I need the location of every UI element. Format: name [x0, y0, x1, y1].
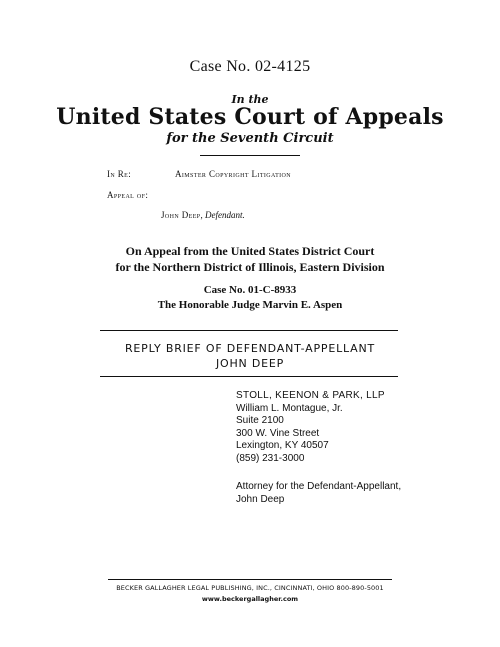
phone-number: (859) 231-3000	[236, 452, 305, 464]
address-suite: Suite 2100	[236, 415, 284, 426]
in-re-value: Aimster Copyright Litigation	[175, 169, 292, 179]
case-number: Case No. 02-4125	[189, 58, 311, 75]
footer-divider	[108, 579, 392, 580]
divider-short	[200, 155, 300, 156]
court-name: United States Court of Appeals	[56, 104, 444, 130]
lower-court-block	[0, 283, 500, 313]
address-street: 300 W. Vine Street	[236, 427, 320, 439]
brief-title-line1: REPLY BRIEF OF DEFENDANT-APPELLANT	[124, 342, 376, 355]
appeal-of-label: Appeal of:	[107, 190, 149, 200]
in-re-label: In Re:	[107, 169, 132, 179]
lower-court-case-number: Case No. 01-C-8933	[203, 284, 297, 296]
brief-title-line2: JOHN DEEP	[215, 357, 285, 370]
address-city: Lexington, KY 40507	[236, 440, 329, 451]
court-in-the: In the	[231, 93, 269, 106]
court-circuit: for the Seventh Circuit	[166, 131, 334, 146]
appeal-from-block	[0, 243, 500, 275]
attorney-for-block	[236, 481, 401, 506]
attorney-name: William L. Montague, Jr.	[236, 402, 343, 414]
lower-court-judge: The Honorable Judge Marvin E. Aspen	[157, 299, 343, 311]
publisher-line: BECKER GALLAGHER LEGAL PUBLISHING, INC., CINCINNATI, OHIO 800-890-5001	[116, 584, 384, 592]
attorney-for-line2: John Deep	[236, 493, 285, 505]
divider-top-title	[100, 330, 398, 331]
law-firm: STOLL, KEENON & PARK, LLP	[236, 390, 385, 401]
party-name: John Deep	[161, 210, 201, 220]
appellant-party: John Deep, Defendant.	[161, 210, 245, 220]
appeal-from-line2: for the Northern District of Illinois, Eastern Division	[115, 260, 385, 274]
divider-bottom-title	[100, 376, 398, 377]
brief-title	[0, 341, 500, 371]
attorney-for-line1: Attorney for the Defendant-Appellant,	[236, 481, 402, 492]
appeal-from-line1: On Appeal from the United States District Court	[125, 244, 375, 258]
publisher-website: www.beckergallagher.com	[201, 595, 299, 603]
party-role: Defendant.	[205, 210, 245, 220]
counsel-block	[236, 390, 385, 465]
